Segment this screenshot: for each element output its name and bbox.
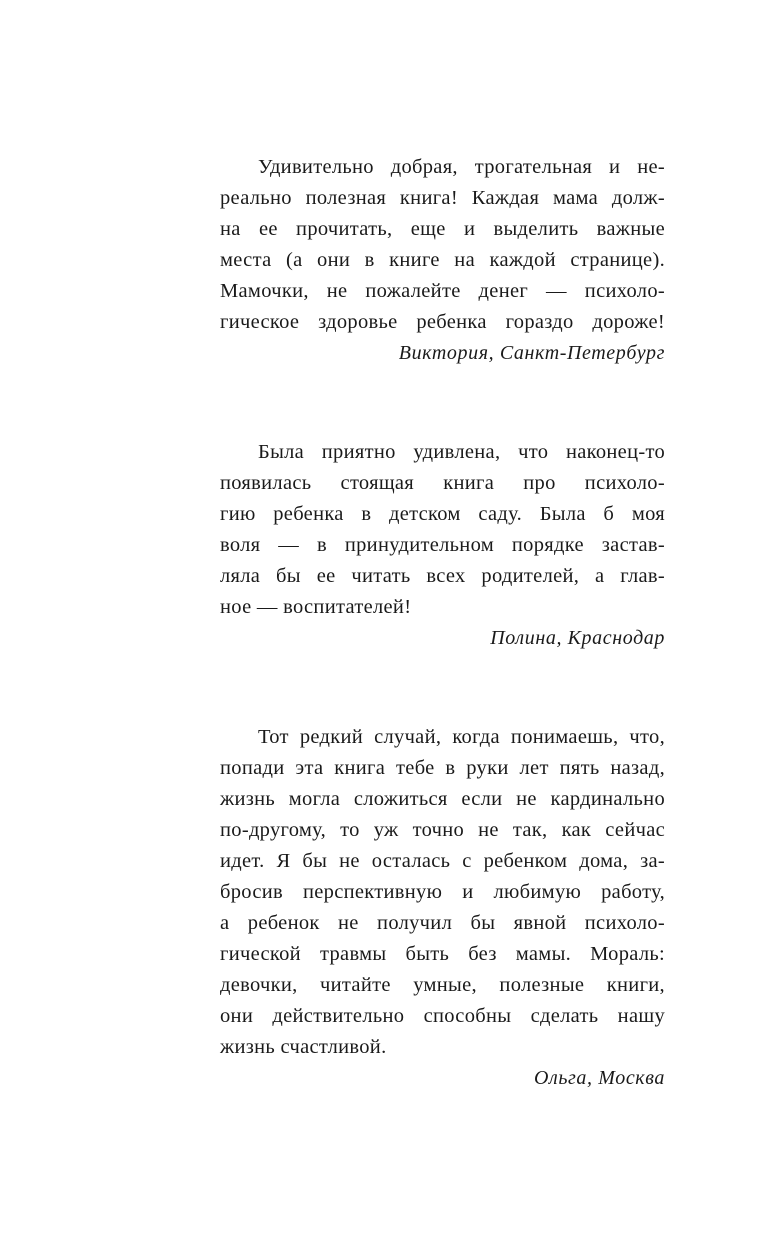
review-text-line: воля — в принудительном порядке застав-: [220, 534, 665, 556]
review-text-line: Удивительно добрая, трогательная и не-: [258, 156, 665, 178]
review-block: [220, 722, 665, 1094]
review-text-line: гической травмы быть без мамы. Мораль:: [220, 943, 665, 965]
review-text-line: жизнь счастливой.: [220, 1036, 387, 1058]
review-text-line: ное — воспитателей!: [220, 596, 412, 618]
review-text-line: ляла бы ее читать всех родителей, а глав-: [220, 565, 665, 587]
review-author: Виктория, Санкт-Петербург: [398, 342, 665, 364]
review-text-line: появилась стоящая книга про психоло-: [220, 472, 665, 494]
review-text-line: реально полезная книга! Каждая мама долж-: [220, 187, 665, 209]
review-text-line: попади эта книга тебе в руки лет пять назад,: [220, 757, 665, 779]
review-text-line: идет. Я бы не осталась с ребенком дома, за-: [220, 850, 665, 872]
review-text-line: на ее прочитать, еще и выделить важные: [220, 218, 665, 240]
review-text-line: по-другому, то уж точно не так, как сейчас: [220, 819, 665, 841]
review-block: [220, 152, 665, 369]
review-text-line: места (а они в книге на каждой странице).: [220, 249, 665, 271]
review-text-line: жизнь могла сложиться если не кардинально: [220, 788, 665, 810]
review-author: Ольга, Москва: [533, 1067, 665, 1089]
review-text-line: Тот редкий случай, когда понимаешь, что,: [258, 726, 665, 748]
review-block: [220, 437, 665, 654]
review-text-line: они действительно способны сделать нашу: [220, 1005, 665, 1027]
review-author: Полина, Краснодар: [490, 627, 665, 649]
review-text-line: а ребенок не получил бы явной психоло-: [220, 912, 665, 934]
review-text-line: бросив перспективную и любимую работу,: [220, 881, 665, 903]
review-text-line: гию ребенка в детском саду. Была б моя: [220, 503, 665, 525]
review-text-line: Была приятно удивлена, что наконец-то: [258, 441, 665, 463]
review-text-line: девочки, читайте умные, полезные книги,: [220, 974, 665, 996]
review-text-line: Мамочки, не пожалейте денег — психоло-: [220, 280, 665, 302]
review-text-line: гическое здоровье ребенка гораздо дороже!: [220, 311, 665, 333]
